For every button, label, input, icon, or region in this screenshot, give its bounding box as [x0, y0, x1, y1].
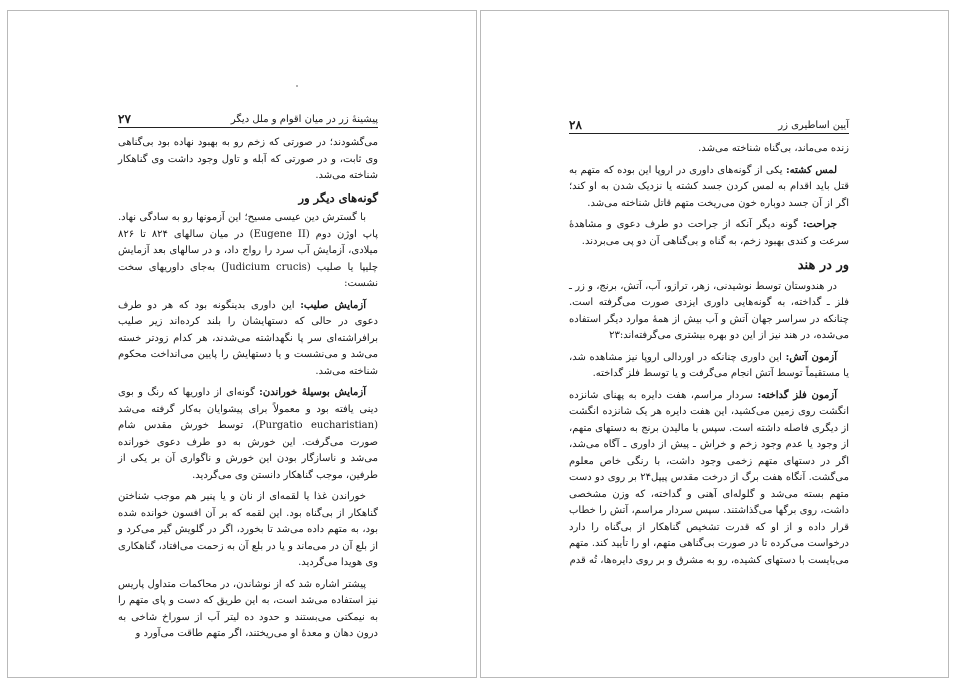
paragraph — [569, 350, 849, 383]
paragraph — [118, 385, 378, 484]
paragraph — [118, 298, 378, 381]
paragraph: می‌گشودند؛ در صورتی که زخم رو به بهبود نهاده بود بی‌گناهی وی ثابت، و در صورتی که آبله و تاول وجود داشت وی گناهکار شناخته می‌شد. — [118, 137, 378, 181]
paragraph: در هندوستان توسط نوشیدنی، زهر، ترازو، آب، آتش، برنج، و زر ـ فلز ـ گداخته، به گونه‌هایی داوری ایزدی صورت می‌گرفته است. چنانکه در سراسر جهان آتش و آب بیش از همهٔ موارد دیگر استفاده می‌شده، در هند نیز از این دو بهره بیشتری می‌گرفته‌اند:۲۳ — [569, 280, 849, 341]
paragraph-text: گونه‌ای از داوریها که رنگ و بوی دینی یافته بود و معمولاً برای پیشوایان به‌کار گرفته می‌شد (Purgatio eucharistian)، توسط خورش مقدس شام صورت می‌گرفت. این خورش به دو طرف دعوی خورانده می‌شد و ناسازگار بودن این خورش و ناگواری آن بر یکی از طرفین، موجب گناهکار دانستن وی می‌گردید. — [118, 387, 378, 481]
left-page — [7, 10, 477, 678]
paragraph-text: سردار مراسم، هفت دایره به پهنای شانزده انگشت روی زمین می‌کشید، این هفت دایره هر یک شانزده انگشت از دیگری فاصله داشته است. سپس با مالیدن برنج به دستهای متهم، از وجود یا عدم وجود زخم و خراش ـ پیش از داوری ـ آگاه می‌شد، اگر در دستهای متهم زخمی وجود داشت، با رنگی خاص معلوم می‌گشت. آنگاه هفت برگ از درخت مقدس پیپل۲۴ بر روی دو دست متهم بسته می‌شد و گلوله‌ای آهنی و گداخته، که وزن مشخصی داشت، روی برگها می‌گذاشتند. سپس سردار مراسم، آتش را خطاب قرار داده و از او که قدرت تشخیص گناهکار از بی‌گناه را دارد درخواست می‌کرده تا در صورت بی‌گناهی متهم، او را تأیید کند. متهم می‌بایست با دستهای کشیده، رو به مشرق و بر روی دایره‌ها، تُه قدم — [569, 389, 849, 566]
left-page-header — [118, 113, 378, 128]
term-label: جراحت: — [802, 219, 837, 230]
right-running-title: آیین اساطیری زر — [778, 120, 849, 131]
paragraph-text: یکی از گونه‌های داوری در اروپا این بوده که متهم به قتل باید اقدام به لمس کردن جسد کشته یا نزدیک شدن به او کند؛ اگر از آن جسد دوباره خون می‌ریخت متهم قاتل شناخته می‌شد. — [569, 164, 849, 209]
right-page — [480, 10, 949, 678]
paragraph: خوراندن غذا یا لقمه‌ای از نان و یا پنیر هم موجب شناختن گناهکار از بی‌گناه بود. این لقمه که بر آن افسون خوانده شده بود، به متهم داده می‌شد تا بخورد، اگر در گلویش گیر می‌کرد و از بلع آن در می‌ماند و یا در بلع آن به زحمت می‌افتاد، گناهکاری وی هویدا می‌گردید. — [118, 491, 378, 568]
left-running-title: پیشینهٔ زر در میان اقوام و ملل دیگر — [230, 114, 378, 125]
paragraph-text: گونه دیگر آنکه از جراحت دو طرف دعوی و مشاهدهٔ سرعت و کندی بهبود زخم، به گناه و بی‌گناهی آن دو پی می‌بردند. — [569, 219, 849, 247]
paragraph-text: این داوری بدینگونه بود که هر دو طرف دعوی در حالی که دستهایشان را بلند کرده‌اند زیر صلیب برافراشته‌ای سر پا نگهداشته می‌شدند، هر کدام زودتر خسته می‌شد و می‌نشست و یا دستهایش را پایین می‌انداخت محکوم شناخته می‌شد. — [118, 299, 378, 377]
left-page-number: ۲۷ — [118, 112, 131, 126]
term-label: آزمون فلز گداخته: — [757, 389, 837, 401]
paragraph — [569, 163, 849, 213]
right-page-body — [569, 141, 849, 574]
term-label: آزمایش صلیب: — [300, 299, 367, 311]
term-label: لمس کشته: — [785, 164, 838, 176]
left-page-body — [118, 135, 378, 648]
paragraph — [569, 388, 849, 570]
term-label: آزمون آتش: — [785, 351, 837, 363]
paragraph-text: این داوری چنانکه در اوردالی اروپا نیز مشاهده شد، یا مستقیماً توسط آتش انجام می‌گرفت و یا توسط فلز گداخته. — [569, 351, 849, 379]
paragraph: با گسترش دین عیسی مسیح؛ این آزمونها رو به سادگی نهاد. پاپ اوژن دوم (Eugene II) در میان سالهای ۸۲۴ تا ۸۲۶ میلادی، آزمایش آب سرد را رواج داد، و در سالهای بعد آزمایش چلیپا یا صلیب (Judicium crucis) به‌جای داوریهای سخت نشست: — [118, 212, 379, 289]
right-page-header — [569, 119, 849, 134]
paragraph — [569, 217, 849, 250]
section-heading: گونه‌های دیگر ور — [298, 190, 378, 205]
section-heading: ور در هند — [797, 258, 849, 273]
term-label: آزمایش بوسیلهٔ خوراندن: — [259, 387, 367, 398]
paragraph: زنده می‌ماند، بی‌گناه شناخته می‌شد. — [698, 143, 849, 154]
scan-speck — [296, 85, 298, 87]
right-page-number: ۲۸ — [569, 118, 582, 132]
paragraph: پیشتر اشاره شد که از نوشاندن، در محاکمات متداول پاریس نیز استفاده می‌شد است، به این طریق که دست و پای متهم را به نیمکتی می‌بستند و حدود ده لیتر آب از سوراخ شاخی به درون دهان و معدهٔ او می‌ریختند، اگر متهم طاقت می‌آورد و — [118, 578, 378, 639]
